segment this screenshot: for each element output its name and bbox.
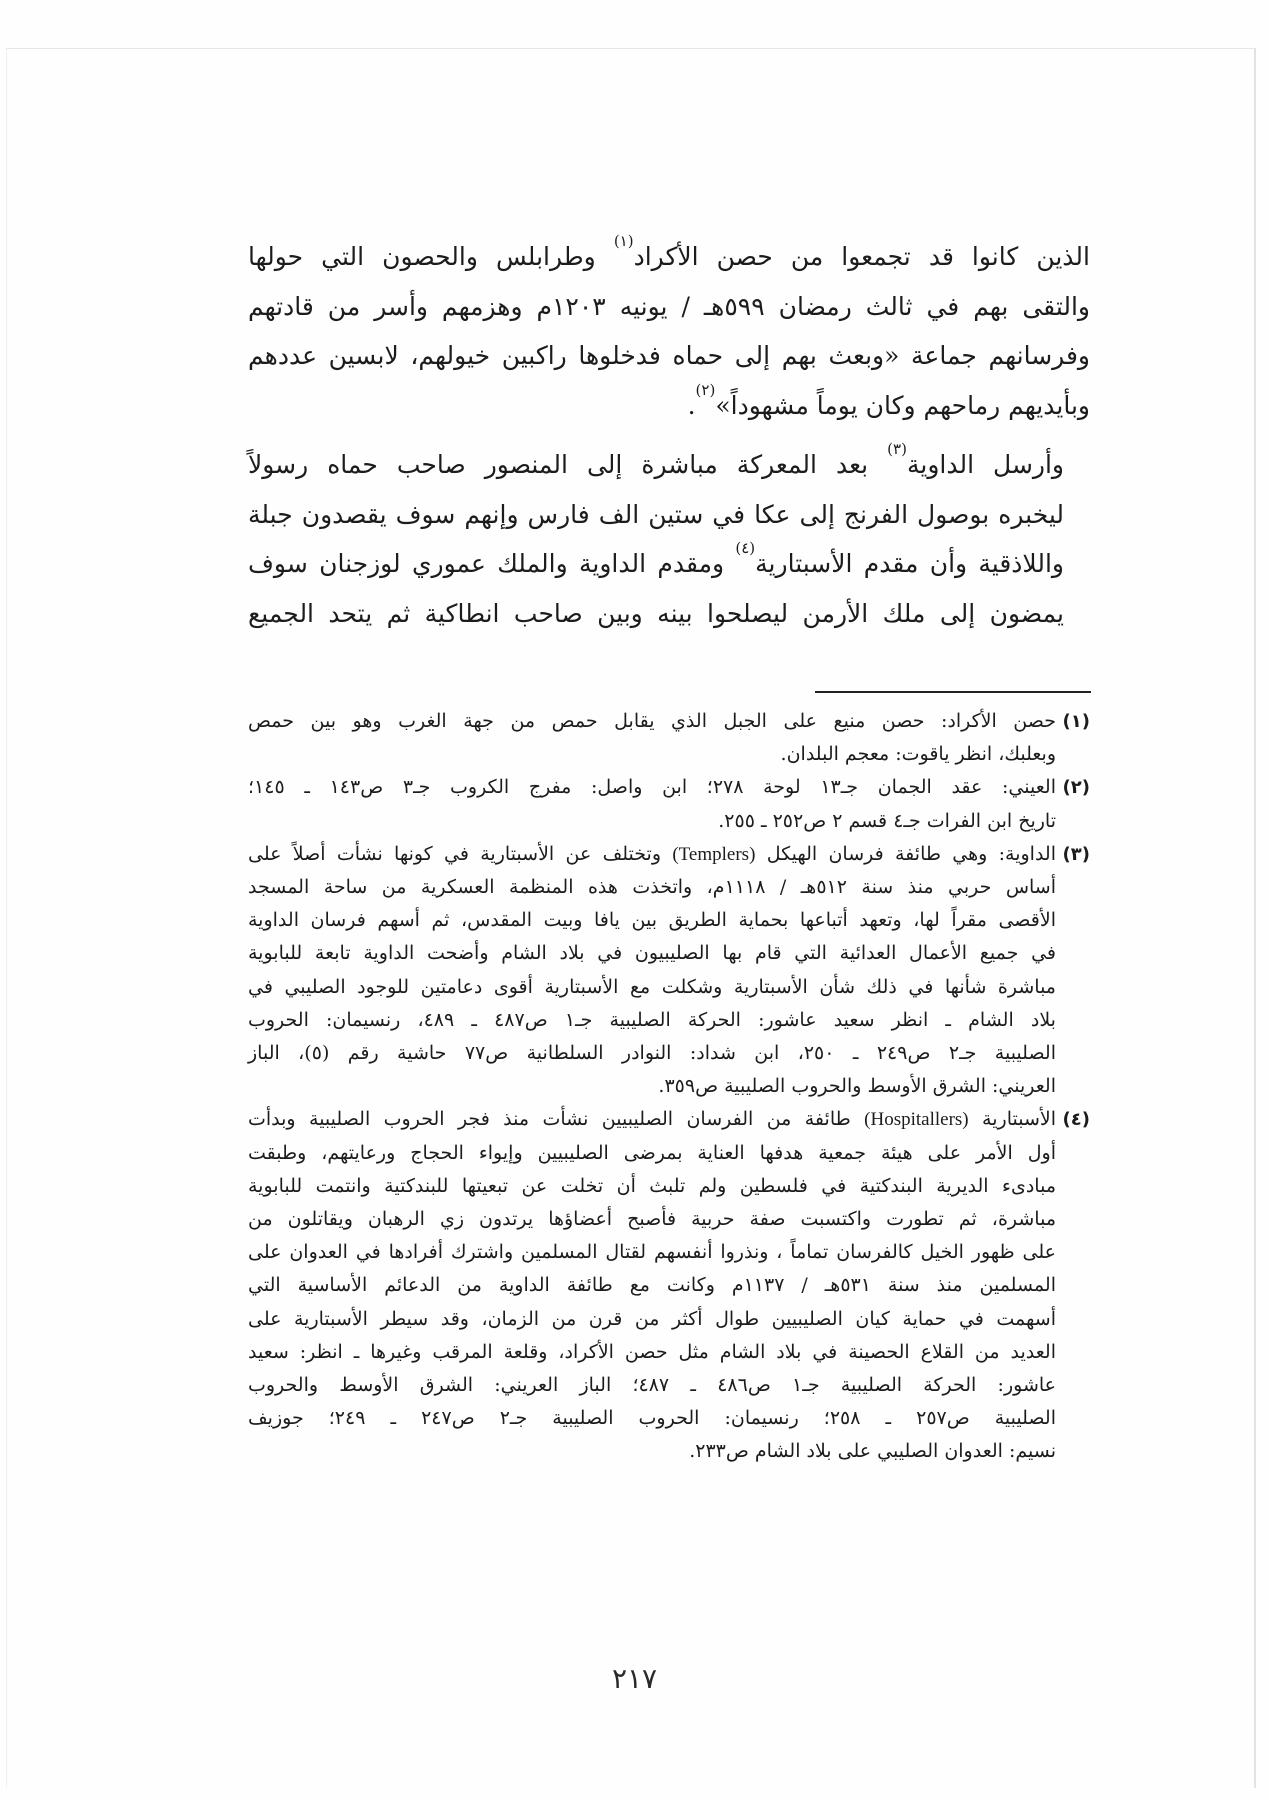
footnote-line [248, 838, 1056, 871]
text-run: الأسبتارية [968, 1108, 1056, 1131]
body-line [248, 539, 1090, 589]
text-run: والتقى بهم في ثالث رمضان ٥٩٩هـ / يونيه ١٢٠٣م وهزمهم وأسر من قادتهم [248, 291, 1090, 321]
text-run: وطرابلس والحصون التي حولها [248, 242, 614, 271]
text-run: الذين كانوا قد تجمعوا من حصن الأكراد [633, 242, 1090, 271]
text-run: واللاذقية وأن مقدم الأسبتارية [755, 549, 1064, 578]
text-run: بعد المعركة مباشرة إلى المنصور صاحب حماه رسولاً [248, 450, 888, 479]
footnote-line: عاشور: الحركة الصليبية جـ١ ص٤٨٦ ـ ٤٨٧؛ الباز العريني: الشرق الأوسط والحروب [248, 1374, 1056, 1397]
footnote-line: أسهمت في حماية كيان الصليبيين طوال أكثر من قرن من الزمان، وقد سيطر الأسبتارية على [248, 1307, 1056, 1330]
body-line [248, 490, 1090, 540]
text-run: ومقدم الداوية والملك عموري لوزجنان سوف [248, 549, 736, 578]
text-run: يمضون إلى ملك الأرمن ليصلحوا بينه وبين صاحب انطاكية ثم يتحد الجميع [248, 598, 1064, 628]
latin-term: (Hospitallers) [864, 1109, 969, 1131]
footnote-ref-1[interactable]: (١) [613, 232, 634, 250]
text-run: طائفة من الفرسان الصليبيين نشأت منذ فجر الحروب الصليبية وبدأت [248, 1108, 865, 1131]
footnote-line: مباشرة، ثم تطورت واكتسبت صفة حربية فأصبح أعضاؤها يرتدون زي الرهبان ويقاتلون من [248, 1208, 1056, 1231]
text-run: وأرسل الداوية [906, 450, 1065, 479]
footnote-line: على ظهور الخيل كالفرسان تماماً ، ونذروا أنفسهم لقتال المسلمين واشترك أفرادها في العدوان على [248, 1241, 1056, 1264]
text-run: وتختلف عن الأسبتارية في كونها نشأت أصلاً على [248, 842, 673, 865]
body-line [248, 331, 1090, 381]
footnote-line: أول الأمر على هيئة جمعية هدفها العناية بمرضى الصليبيين وإيواء الحجاج ورعايتهم، وطبقت [248, 1141, 1056, 1164]
footnote-number: (١) [1062, 711, 1090, 732]
body-line [248, 589, 1090, 639]
footnote-line: أساس حربي منذ سنة ٥١٢هـ / ١١١٨م، واتخذت هذه المنظمة العسكرية من ساحة المسجد [248, 876, 1057, 899]
footnote-ref-2[interactable]: (٢) [695, 380, 716, 399]
footnote-line: المسلمين منذ سنة ٥٣١هـ / ١١٣٧م وكانت مع طائفة الداوية من الدعائم الأساسية التي [248, 1274, 1056, 1297]
footnote-number: (٣) [1062, 843, 1090, 865]
text-run: وفرسانهم جماعة «وبعث بهم إلى حماه فدخلوها راكبين خيولهم، لابسين عددهم [248, 341, 1090, 370]
footnote-line: حصن الأكراد: حصن منيع على الجبل الذي يقابل حمص من جهة الغرب وهو بين حمص [248, 710, 1056, 732]
footnote-number: (٤) [1062, 1109, 1090, 1131]
page-number: ٢١٧ [611, 1662, 658, 1695]
footnote-line: في جميع الأعمال العدائية التي قام بها الصليبيون في بلاد الشام وأضحت الداوية تابعة للبابوية [248, 942, 1056, 965]
text-run: ليخبره بوصول الفرنج إلى عكا في ستين الف فارس وإنهم سوف يقصدون جبلة [248, 499, 1064, 529]
footnote-3 [248, 838, 1090, 1104]
footnote-line: وبعلبك، انظر ياقوت: معجم البلدان. [780, 743, 1056, 766]
footnote-line [248, 1103, 1056, 1136]
latin-term: (Templers) [672, 843, 756, 865]
footnote-line: تاريخ ابن الفرات جـ٤ قسم ٢ ص٢٥٢ ـ ٢٥٥. [718, 809, 1056, 832]
footnote-line: مباشرة شأنها في ذلك شأن الأسبتارية وشكلت مع الأسبتارية أقوى دعامتين للوجود الصليبي في [248, 975, 1056, 998]
footnote-1 [248, 705, 1090, 771]
footnote-line: نسيم: العدوان الصليبي على بلاد الشام ص٢٣٣. [689, 1440, 1056, 1463]
main-body-text [248, 232, 1090, 638]
body-line [248, 282, 1090, 332]
text-run: الداوية: وهي طائفة فرسان الهيكل [755, 842, 1056, 865]
footnote-line: العيني: عقد الجمان جـ١٣ لوحة ٢٧٨؛ ابن واصل: مفرج الكروب جـ٣ ص١٤٣ ـ ١٤٥؛ [248, 776, 1056, 799]
paragraph-1 [248, 232, 1090, 430]
footnote-2 [248, 771, 1090, 837]
footnote-line: بلاد الشام ـ انظر سعيد عاشور: الحركة الصليبية جـ١ ص٤٨٧ ـ ٤٨٩، رنسيمان: الحروب [248, 1008, 1056, 1031]
body-line [248, 440, 1090, 490]
footnote-separator [815, 691, 1091, 693]
text-run: وبأيديهم رماحهم وكان يوماً مشهوداً» [715, 390, 1090, 420]
footnote-line: العديد من القلاع الحصينة في بلاد الشام مثل حصن الأكراد، وقلعة المرقب وغيرها ـ انظر: سعيد [248, 1340, 1056, 1363]
footnote-number: (٢) [1062, 777, 1090, 799]
paragraph-2 [248, 440, 1090, 638]
footnotes-section [248, 705, 1090, 1469]
text-run: . [687, 390, 696, 420]
body-line [248, 232, 1090, 282]
footnote-line: الصليبية جـ٢ ص٢٤٩ ـ ٢٥٠، ابن شداد: النوادر السلطانية ص٧٧ حاشية رقم (٥)، الباز [248, 1042, 1056, 1065]
footnote-line: الصليبية ص٢٥٧ ـ ٢٥٨؛ رنسيمان: الحروب الصليبية جـ٢ ص٢٤٧ ـ ٢٤٩؛ جوزيف [248, 1407, 1056, 1430]
footnote-line: الأقصى مقراً لها، وتعهد أتباعها بحماية الطريق بين يافا وبيت المقدس، ثم أسهم فرسان الداوية [248, 909, 1056, 932]
footnote-line: مبادىء الديرية البندكتية في فلسطين ولم تلبث أن تخلت عن تبعيتها للبندكتية وانتمت للبابوية [248, 1174, 1056, 1197]
footnote-4 [248, 1103, 1090, 1468]
body-line [248, 381, 1090, 431]
footnote-line: العريني: الشرق الأوسط والحروب الصليبية ص٣٥٩. [658, 1075, 1056, 1098]
footnote-ref-3[interactable]: (٣) [887, 440, 907, 458]
footnote-ref-4[interactable]: (٤) [735, 539, 756, 557]
